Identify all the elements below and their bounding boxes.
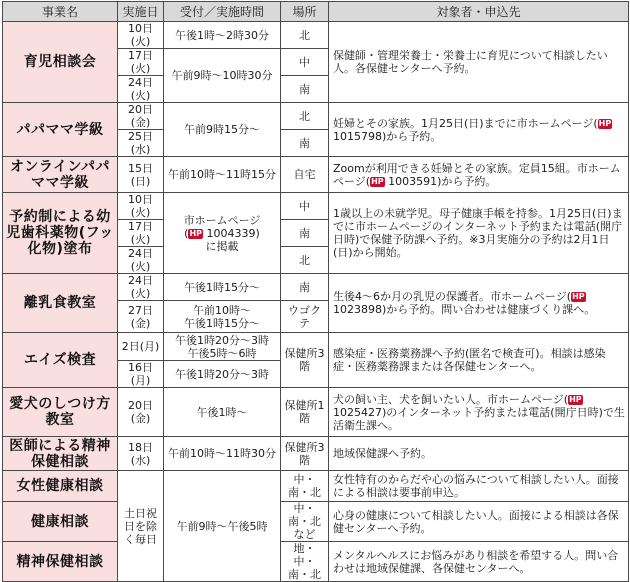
table-row xyxy=(3,157,629,193)
event-target: 心身の健康について相談したい人。面接による相談は各保健センターへ予約。 xyxy=(329,502,629,542)
event-target: メンタルヘルスにお悩みがあり相談を希望する人。問い合わせは地域保健課、各保健センターへ。 xyxy=(329,542,629,582)
event-name: エイズ検査 xyxy=(3,333,118,388)
table-row xyxy=(3,333,629,361)
event-target: 地域保健課へ予約。 xyxy=(329,437,629,471)
event-date: 24日(火) xyxy=(118,274,164,301)
table-row xyxy=(3,193,629,220)
event-place: 保健所3階 xyxy=(281,437,329,471)
event-place: 北 xyxy=(281,103,329,130)
event-target: 1歳以上の未就学児。母子健康手帳を持参。1月25日(日)までに市ホームページのインターネット予約または電話(開庁日時)で保健予防課へ予約。※3月実施分の予約は2月1日(日)から開始。 xyxy=(329,193,629,274)
event-target: 犬の飼い主、犬を飼いたい人。市ホームページ(HP 1025427)のインターネット予約または電話(開庁日時)で生活衛生課へ。 xyxy=(329,388,629,437)
hp-icon: HP xyxy=(189,228,203,238)
event-name: 育児相談会 xyxy=(3,22,118,103)
event-place: 南 xyxy=(281,76,329,103)
event-place: 中 xyxy=(281,49,329,76)
hp-icon: HP xyxy=(371,176,384,186)
event-date: 2日(月) xyxy=(118,333,164,361)
event-target: 保健師・管理栄養士・栄養士に育児について相談したい人。各保健センターへ予約。 xyxy=(329,22,629,103)
header-date: 実施日 xyxy=(118,2,164,22)
event-date: 10日(火) xyxy=(118,193,164,220)
header-target: 対象者・申込先 xyxy=(329,2,629,22)
event-time: 午前9時～午後5時 xyxy=(164,471,281,582)
event-time: 午前10時～11時15分 xyxy=(164,157,281,193)
event-place: 北 xyxy=(281,22,329,49)
event-name: 健康相談 xyxy=(3,502,118,542)
event-place: 保健所3階 xyxy=(281,333,329,388)
event-time: 午後1時20分～3時 xyxy=(164,361,281,388)
event-time: 午後1時20分～3時 午後5時～6時 xyxy=(164,333,281,361)
event-name: パパママ学級 xyxy=(3,103,118,157)
table-row xyxy=(3,274,629,301)
table-row xyxy=(3,22,629,49)
event-date: 15日(日) xyxy=(118,157,164,193)
event-time: 午前9時15分～ xyxy=(164,103,281,157)
event-place: 自宅 xyxy=(281,157,329,193)
event-target: 感染症・医務薬務課へ予約(匿名で検査可)。相談は感染症・医務薬務課または各保健センターへ。 xyxy=(329,333,629,388)
event-place: 中・南・北など xyxy=(281,502,329,542)
event-target: Zoomが利用できる妊婦とその家族。定員15組。市ホームページ(HP 1003591)から予約。 xyxy=(329,157,629,193)
event-time: 午前9時～10時30分 xyxy=(164,49,281,103)
event-time: 午前10時～ 午後1時15分～ xyxy=(164,301,281,333)
header-row xyxy=(3,2,629,22)
hp-icon: HP xyxy=(569,394,582,404)
event-place: 南 xyxy=(281,130,329,157)
event-name: 精神保健相談 xyxy=(3,542,118,582)
event-schedule-table xyxy=(2,1,629,582)
header-time: 受付／実施時間 xyxy=(164,2,281,22)
event-place: 北 xyxy=(281,247,329,274)
event-date: 24日(火) xyxy=(118,76,164,103)
table-row xyxy=(3,437,629,471)
event-place: 地・中・南・北 xyxy=(281,542,329,582)
event-place: ウゴクテ xyxy=(281,301,329,333)
event-date: 24日(火) xyxy=(118,247,164,274)
event-target: 女性特有のからだや心の悩みについて相談したい人。面接による相談は要事前申込。 xyxy=(329,471,629,502)
event-time: 市ホームページ (HP 1004339) に掲載 xyxy=(164,193,281,274)
event-name: 愛犬のしつけ方教室 xyxy=(3,388,118,437)
event-name: 予約制による幼児歯科薬物(フッ化物)塗布 xyxy=(3,193,118,274)
event-name: 医師による精神保健相談 xyxy=(3,437,118,471)
event-place: 中 xyxy=(281,193,329,220)
event-place: 中・南・北 xyxy=(281,471,329,502)
hp-icon: HP xyxy=(598,118,612,128)
header-place: 場所 xyxy=(281,2,329,22)
event-time: 午後1時～2時30分 xyxy=(164,22,281,49)
table-row xyxy=(3,388,629,437)
hp-icon: HP xyxy=(572,292,585,301)
event-date: 20日(金) xyxy=(118,388,164,437)
table-row xyxy=(3,103,629,130)
event-target: 妊婦とその家族。1月25日(日)までに市ホームページ(HP 1015798)から予約。 xyxy=(329,103,629,157)
event-target: 生後4～6か月の乳児の保護者。市ホームページ(HP 1023898)から予約。問い合わせは健康づくり課へ。 xyxy=(329,274,629,333)
event-name: オンラインパパママ学級 xyxy=(3,157,118,193)
event-date: 17日(火) xyxy=(118,49,164,76)
event-name: 離乳食教室 xyxy=(3,274,118,333)
event-date: 27日(金) xyxy=(118,301,164,333)
event-date: 10日(火) xyxy=(118,22,164,49)
table-row xyxy=(3,471,629,502)
table-row xyxy=(3,502,629,542)
event-place: 南 xyxy=(281,220,329,247)
table-row xyxy=(3,542,629,582)
event-name: 女性健康相談 xyxy=(3,471,118,502)
event-date: 18日(水) xyxy=(118,437,164,471)
event-date: 17日(火) xyxy=(118,220,164,247)
event-time: 午前10時～11時30分 xyxy=(164,437,281,471)
event-date: 土日祝日を除く毎日 xyxy=(118,471,164,582)
event-time: 午後1時～ xyxy=(164,388,281,437)
header-name: 事業名 xyxy=(3,2,118,22)
event-place: 南 xyxy=(281,274,329,301)
event-time: 午後1時15分～ xyxy=(164,274,281,301)
event-date: 20日(金) xyxy=(118,103,164,130)
event-date: 16日(月) xyxy=(118,361,164,388)
event-date: 25日(水) xyxy=(118,130,164,157)
event-place: 保健所1階 xyxy=(281,388,329,437)
